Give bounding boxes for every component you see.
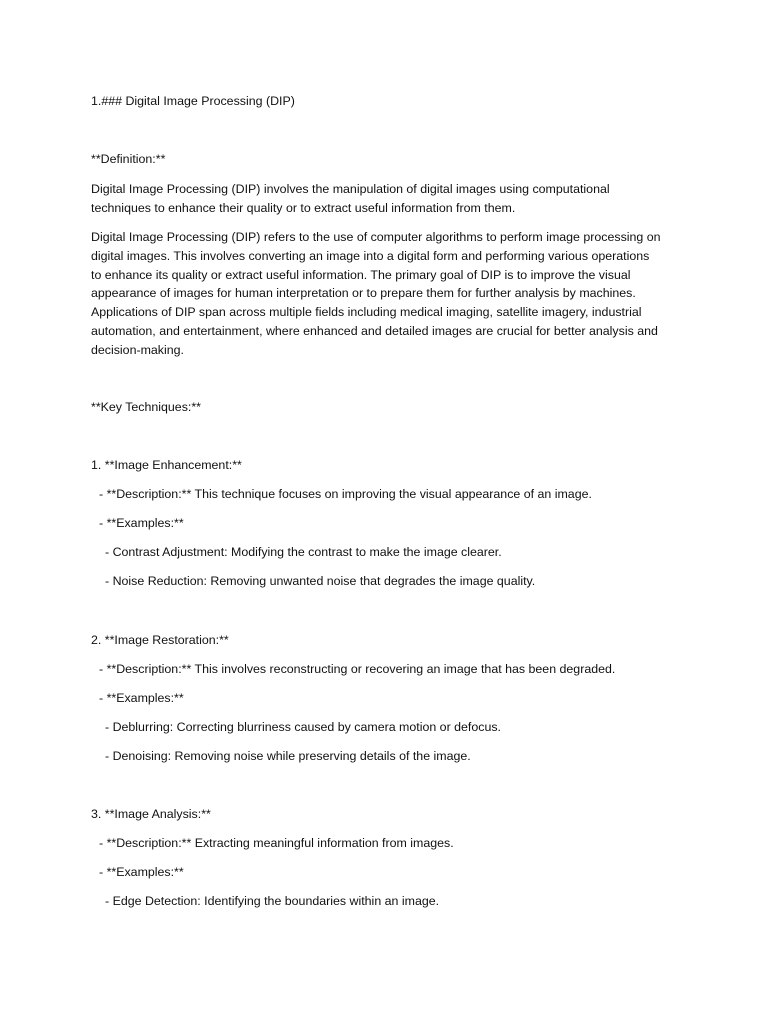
technique-title: 2. **Image Restoration:** [91,633,229,647]
paragraph-line: decision-making. [91,342,184,357]
technique-examples-label: - **Examples:** [99,691,184,705]
definition-label: **Definition:** [91,152,166,166]
technique-title: 3. **Image Analysis:** [91,807,211,821]
technique-example: - Edge Detection: Identifying the boundaries within an image. [105,894,440,908]
technique-examples-label: - **Examples:** [99,865,184,879]
paragraph-line: Applications of DIP span across multiple fields including medical imaging, satellite imagery, industrial [91,305,642,320]
paragraph-line: appearance of images for human interpretation or to prepare them for further analysis by machines. [91,286,636,301]
technique-description: - **Description:** This technique focuses on improving the visual appearance of an image. [99,487,592,501]
technique-example: - Denoising: Removing noise while preserving details of the image. [105,749,471,763]
technique-example: - Contrast Adjustment: Modifying the contrast to make the image clearer. [105,545,502,559]
paragraph-line: Digital Image Processing (DIP) refers to the use of computer algorithms to perform image processing on [91,230,661,244]
paragraph-line: digital images. This involves converting an image into a digital form and performing various operations [91,248,650,263]
technique-example: - Deblurring: Correcting blurriness caused by camera motion or defocus. [105,720,501,734]
technique-description: - **Description:** This involves reconstructing or recovering an image that has been degraded. [99,662,616,676]
paragraph-line: automation, and entertainment, where enhanced and detailed images are crucial for better analysis and [91,323,658,338]
paragraph-line: techniques to enhance their quality or to extract useful information from them. [91,200,516,215]
key-techniques-label: **Key Techniques:** [91,400,201,414]
technique-description: - **Description:** Extracting meaningful information from images. [99,836,454,850]
technique-examples-label: - **Examples:** [99,516,184,530]
technique-title: 1. **Image Enhancement:** [91,458,242,472]
definition-paragraph-2 [91,228,691,360]
paragraph-line: Digital Image Processing (DIP) involves the manipulation of digital images using computational [91,182,610,196]
paragraph-line: to enhance its quality or extract useful information. The primary goal of DIP is to improve the visual [91,267,631,282]
definition-paragraph-1 [91,180,691,218]
document-heading: 1.### Digital Image Processing (DIP) [91,94,295,108]
technique-example: - Noise Reduction: Removing unwanted noise that degrades the image quality. [105,574,536,588]
